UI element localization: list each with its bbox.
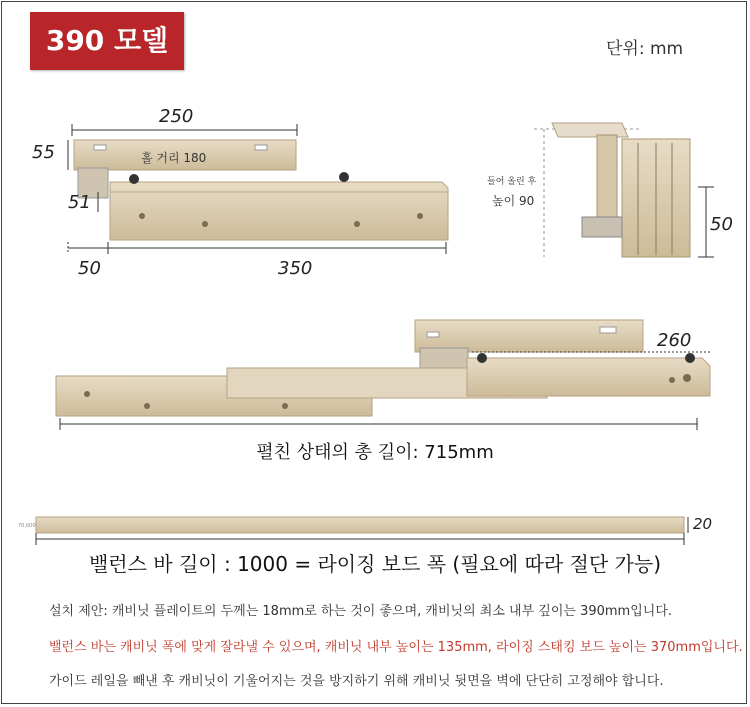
rail-extended-diagram xyxy=(42,312,722,437)
note-install: 설치 제안: 캐비닛 플레이트의 두께는 18mm로 하는 것이 좋으며, 캐비닛의 최소 내부 깊이는 390mm입니다. xyxy=(49,604,673,619)
dim-250-label: 250 xyxy=(159,106,194,127)
rail-top-diagram xyxy=(2,2,472,292)
balance-bar-diagram xyxy=(2,507,748,547)
balance-bar xyxy=(36,517,684,533)
lift-caption: 들어 올린 후 xyxy=(487,177,537,187)
height-90-label: 높이 90 xyxy=(492,194,535,208)
dim-55-label: 55 xyxy=(32,142,55,163)
dim-350-label: 350 xyxy=(278,258,313,279)
unit-label: 단위: mm xyxy=(606,39,684,59)
dim-20-label: 20 xyxy=(693,515,713,533)
note-balance-bar: 밸런스 바는 캐비닛 폭에 맞게 잘라낼 수 있으며, 캐비닛 내부 높이는 135mm, 라이징 스태킹 보드 높이는 370mm입니다. xyxy=(49,640,743,655)
dim-50-label: 50 xyxy=(78,258,101,279)
main-rail xyxy=(110,182,448,240)
bar-tiny-label: 70,000 xyxy=(18,523,36,529)
model-badge: 390 모델 xyxy=(30,12,184,70)
dim-51-label: 51 xyxy=(68,192,91,213)
extended-upper-plate xyxy=(415,320,643,352)
balance-bar-caption: 밸런스 바 길이 : 1000 = 라이징 보드 폭 (필요에 따라 절단 가능) xyxy=(88,552,661,576)
dim-260-label: 260 xyxy=(657,330,692,351)
hole-distance-label: 홀 거리 180 xyxy=(141,151,207,165)
note-fix-wall: 가이드 레일을 빼낸 후 캐비닛이 기울어지는 것을 방지하기 위해 캐비닛 뒷면을 벽에 단단히 고정해야 합니다. xyxy=(49,674,664,689)
product-spec-sheet xyxy=(1,1,747,704)
total-length-label: 펼친 상태의 총 길이: 715mm xyxy=(256,442,494,463)
extended-inner-rail xyxy=(467,358,710,396)
dim-50-side-label: 50 xyxy=(710,214,733,235)
